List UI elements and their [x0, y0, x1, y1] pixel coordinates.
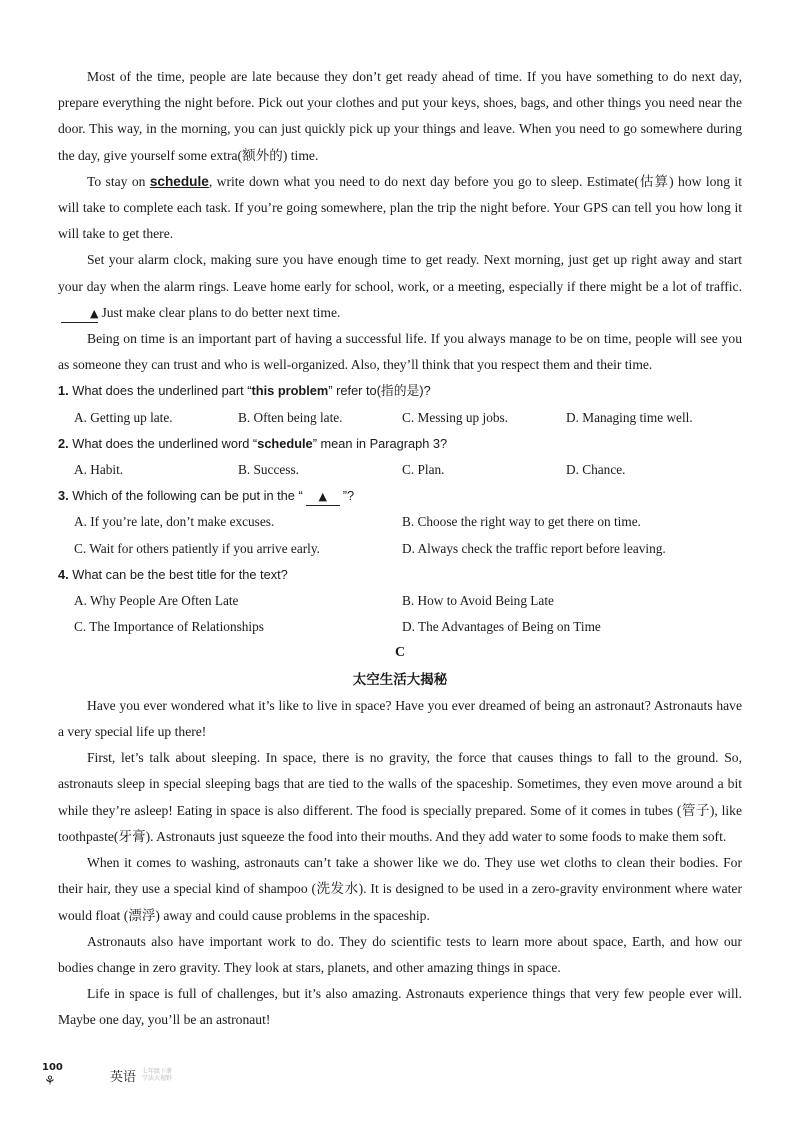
question-4-options-row-1 [58, 588, 742, 614]
question-keyword: this problem [251, 383, 329, 399]
option-a: A. Why People Are Often Late [74, 593, 239, 609]
question-3-options-row-2 [58, 536, 742, 562]
question-3: 3. Which of the following can be put in the “ ▲ ”? [58, 483, 742, 509]
passage-c-paragraph-5: Life in space is full of challenges, but it’s also amazing. Astronauts experience things that very few people ever will. Maybe one day, you’ll be an astronaut! [58, 986, 742, 1028]
option-b: B. Choose the right way to get there on time. [402, 514, 641, 530]
passage-b-paragraph-2: To stay on schedule, write down what you need to do next day before you go to sleep. Estimate(估算) how long it will take to complete each task. If you’re going somewhere, plan the trip the night before. Your GPS can tell you how long it will take to get there. [58, 173, 742, 242]
question-1-options [58, 405, 742, 431]
option-a: A. Getting up late. [74, 409, 173, 425]
option-d: D. The Advantages of Being on Time [402, 619, 601, 635]
passage-c-paragraph-4: Astronauts also have important work to do. They do scientific tests to learn more about space, Earth, and how our bodies change in zero gravity. They look at stars, planets, and other amazing things in space. [58, 933, 742, 975]
option-c: C. Messing up jobs. [402, 409, 509, 425]
question-number: 3. [58, 488, 69, 504]
passage-c-paragraph-3: When it comes to washing, astronauts can’t take a shower like we do. They use wet cloths to clean their bodies. For their hair, they use a special kind of shampoo (洗发水). It is designed to be used in a zero-gravity environment where water would float (漂浮) away and could cause problems in the spaceship. [58, 855, 742, 923]
page-footer [40, 1062, 172, 1088]
question-2: 2. What does the underlined word “schedule” mean in Paragraph 3? [58, 435, 448, 451]
question-number: 4. [58, 566, 69, 582]
passage-b-paragraph-4: Being on time is an important part of having a successful life. If you always manage to be on time, people will see you as someone they can trust and who is well-organized. Also, they’ll think that you respect them and their time. [58, 331, 742, 373]
question-3-options-row-1 [58, 509, 742, 535]
underlined-word-schedule: schedule [149, 173, 209, 189]
page-number-badge [40, 1062, 66, 1088]
passage-c-paragraph-2: First, let’s talk about sleeping. In space, there is no gravity, the force that causes things to fall to the ground. So, astronauts sleep in special sleeping bags that are tied to the walls of the spaceship. Sometimes, they even move around a bit while they’re asleep! Eating in space is also different. The food is specially prepared. Some of it comes in tubes (管子), like toothpaste(牙膏). Astronauts just squeeze the food into their mouths. And they add water to some foods to make them soft. [58, 750, 742, 844]
section-title: 太空生活大揭秘 [352, 671, 448, 688]
question-4: 4. What can be the best title for the text? [58, 566, 288, 582]
section-letter: C [394, 645, 406, 661]
question-blank: ▲ [306, 489, 340, 506]
question-number: 2. [58, 435, 69, 451]
option-b: B. How to Avoid Being Late [402, 593, 554, 609]
question-4-options-row-2 [58, 614, 742, 640]
option-b: B. Often being late. [238, 409, 343, 425]
option-a: A. If you’re late, don’t make excuses. [74, 514, 275, 530]
option-c: C. The Importance of Relationships [74, 619, 264, 635]
option-b: B. Success. [238, 462, 299, 478]
answer-blank: ▲ [61, 306, 98, 323]
option-c: C. Plan. [402, 462, 445, 478]
series-note: 七年级下册 学法大视野 [142, 1068, 173, 1082]
page-number: 100 [42, 1062, 63, 1073]
option-d: D. Managing time well. [566, 409, 693, 425]
option-d: D. Always check the traffic report before leaving. [402, 540, 666, 556]
page-content [58, 64, 742, 1034]
option-c: C. Wait for others patiently if you arrive early. [74, 540, 320, 556]
passage-b-paragraph-1: Most of the time, people are late because they don’t get ready ahead of time. If you have something to do next day, prepare everything the night before. Pick out your clothes and put your keys, shoes, bags, and other things you need near the door. This way, in the morning, you can just quickly pick up your things and leave. When you need to go somewhere during the day, give yourself some extra(额外的) time. [58, 69, 742, 163]
option-d: D. Chance. [566, 462, 626, 478]
passage-c-paragraph-1: Have you ever wondered what it’s like to live in space? Have you ever dreamed of being an astronaut? Astronauts have a very special life up there! [58, 697, 742, 740]
subject-label: 英语 [110, 1069, 137, 1085]
question-number: 1. [58, 383, 69, 399]
option-a: A. Habit. [74, 462, 124, 478]
question-1: 1. What does the underlined part “this problem” refer to(指的是)? [58, 383, 431, 399]
runner-icon: ⚘ [44, 1074, 56, 1089]
question-2-options [58, 457, 742, 483]
question-keyword: schedule [257, 435, 313, 451]
passage-b-paragraph-3: Set your alarm clock, making sure you have enough time to get ready. Next morning, just get up right away and start your day when the alarm rings. Leave home early for school, work, or a meeting, especially if there might be a lot of traffic.▲ Just make clear plans to do better next time. [58, 247, 742, 326]
